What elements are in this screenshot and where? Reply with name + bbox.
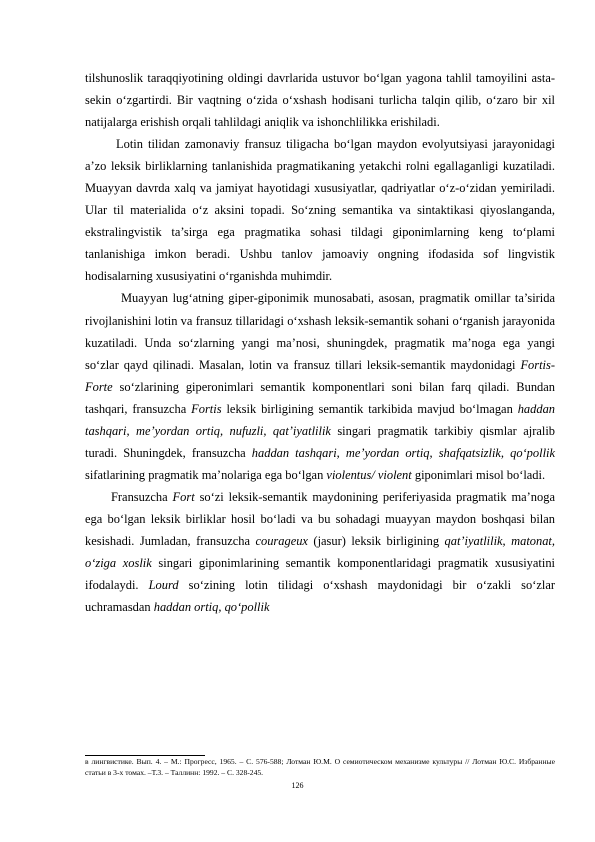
italic-term: Lourd [148,578,179,593]
paragraph-2: Lotin tilidan zamonaviy fransuz tiligacha bo‘lgan maydon evolyutsiyasi jarayonidagi a’zo leksik birliklarning tanlanishida pragmatikaning yetakchi rolni egallaganligi kuzatiladi. Muayyan davrda xalq va jamiyat hayotidagi xususiyatlar, qadriyatlar o‘z-o‘zidan yemiriladi. Ular til materialida o‘z aksini topadi. So‘zning semantika va sintaktikasi qiyoslanganda, ekstralingvistik ta’sirga ega pragmatika sohasi tildagi giponimlarning keng to‘plami tanlanishiga imkon beradi. Ushbu tanlov jamoaviy ongning ifodasida sof lingvistik hodisalarning xususiyatini o‘rganishda muhimdir. [85,137,555,284]
italic-term: Fortis-Forte [85,357,555,394]
italic-term: violentus/ violent [326,467,412,482]
footnote: в лингвистике. Вып. 4. – М.: Прогресс, 1965. – С. 576-588; Лотман Ю.М. О семиотическом механизме культуры // Лотман Ю.С. Избранные статьи в 3-х томах. –Т.3. – Таллинн: 1992. – С. 328-245. [85,757,555,777]
italic-term: haddan ortiq, qo‘pollik [153,600,270,615]
italic-term: Fort [172,489,195,504]
italic-term: courageux [255,533,308,548]
paragraph-4: Fransuzcha Fort so‘zi leksik-semantik maydonining periferiyasida pragmatik ma’noga ega bo‘lgan leksik birliklar hosil bo‘ladi va bu sohadagi muayyan maydon boshqasi bilan kesishadi. Jumladan, fransuzcha courageux (jasur) leksik birligining qat’iyatlilik, matonat, o‘ziga xoslik singari giponimlarining semantik komponentlaridagi pragmatik xususiyatini ifodalaydi. Lourd so‘zining lotin tilidagi o‘xshash maydonidagi bir o‘zakli so‘zlar uchramasdan haddan ortiq, qo‘pollik [85,489,555,615]
italic-term: haddan tashqari, me’yordan ortiq, nufuzli, qat’iyatlilik [85,401,555,438]
body-text [85,67,555,618]
paragraph-1: tilshunoslik taraqqiyotining oldingi davrlarida ustuvor bo‘lgan yagona tahlil tamoyilini asta-sekin o‘zgartirdi. Bir vaqtning o‘zida o‘xshash hodisani turlicha talqin qilib, o‘zaro bir xil natijalarga erishish orqali tahlildagi aniqlik va ishonchlilikka erishiladi. [85,71,555,130]
paragraph-3: Muayyan lug‘atning giper-giponimik munosabati, asosan, pragmatik omillar ta’sirida rivojlanishini lotin va fransuz tillaridagi o‘xshash leksik-semantik sohani o‘rganish jarayonida kuzatiladi. Unda so‘zlarning yangi ma’nosi, shuningdek, pragmatik ma’noga ega yangi so‘zlar qayd qilinadi. Masalan, lotin va fransuz tillari leksik-semantik maydonidagi Fortis-Forte so‘zlarining giperonimlari semantik komponentlari soni bilan farq qiladi. Bundan tashqari, fransuzcha Fortis leksik birligining semantik tarkibida mavjud bo‘lmagan haddan tashqari, me’yordan ortiq, nufuzli, qat’iyatlilik singari pragmatik tarkibiy qismlar ajralib turadi. Shuningdek, fransuzcha haddan tashqari, me’yordan ortiq, shafqatsizlik, qo‘pollik sifatlarining pragmatik ma’nolariga ega bo‘lgan violentus/ violent giponimlari misol bo‘ladi. [85,291,556,482]
page-number: 126 [291,781,304,790]
footnote-divider [85,755,205,756]
italic-term: haddan tashqari, me’yordan ortiq, shafqatsizlik, qo‘pollik [251,445,556,460]
italic-term: Fortis [191,401,222,416]
italic-term: qat’iyatlilik, matonat, o‘ziga xoslik [85,533,555,571]
